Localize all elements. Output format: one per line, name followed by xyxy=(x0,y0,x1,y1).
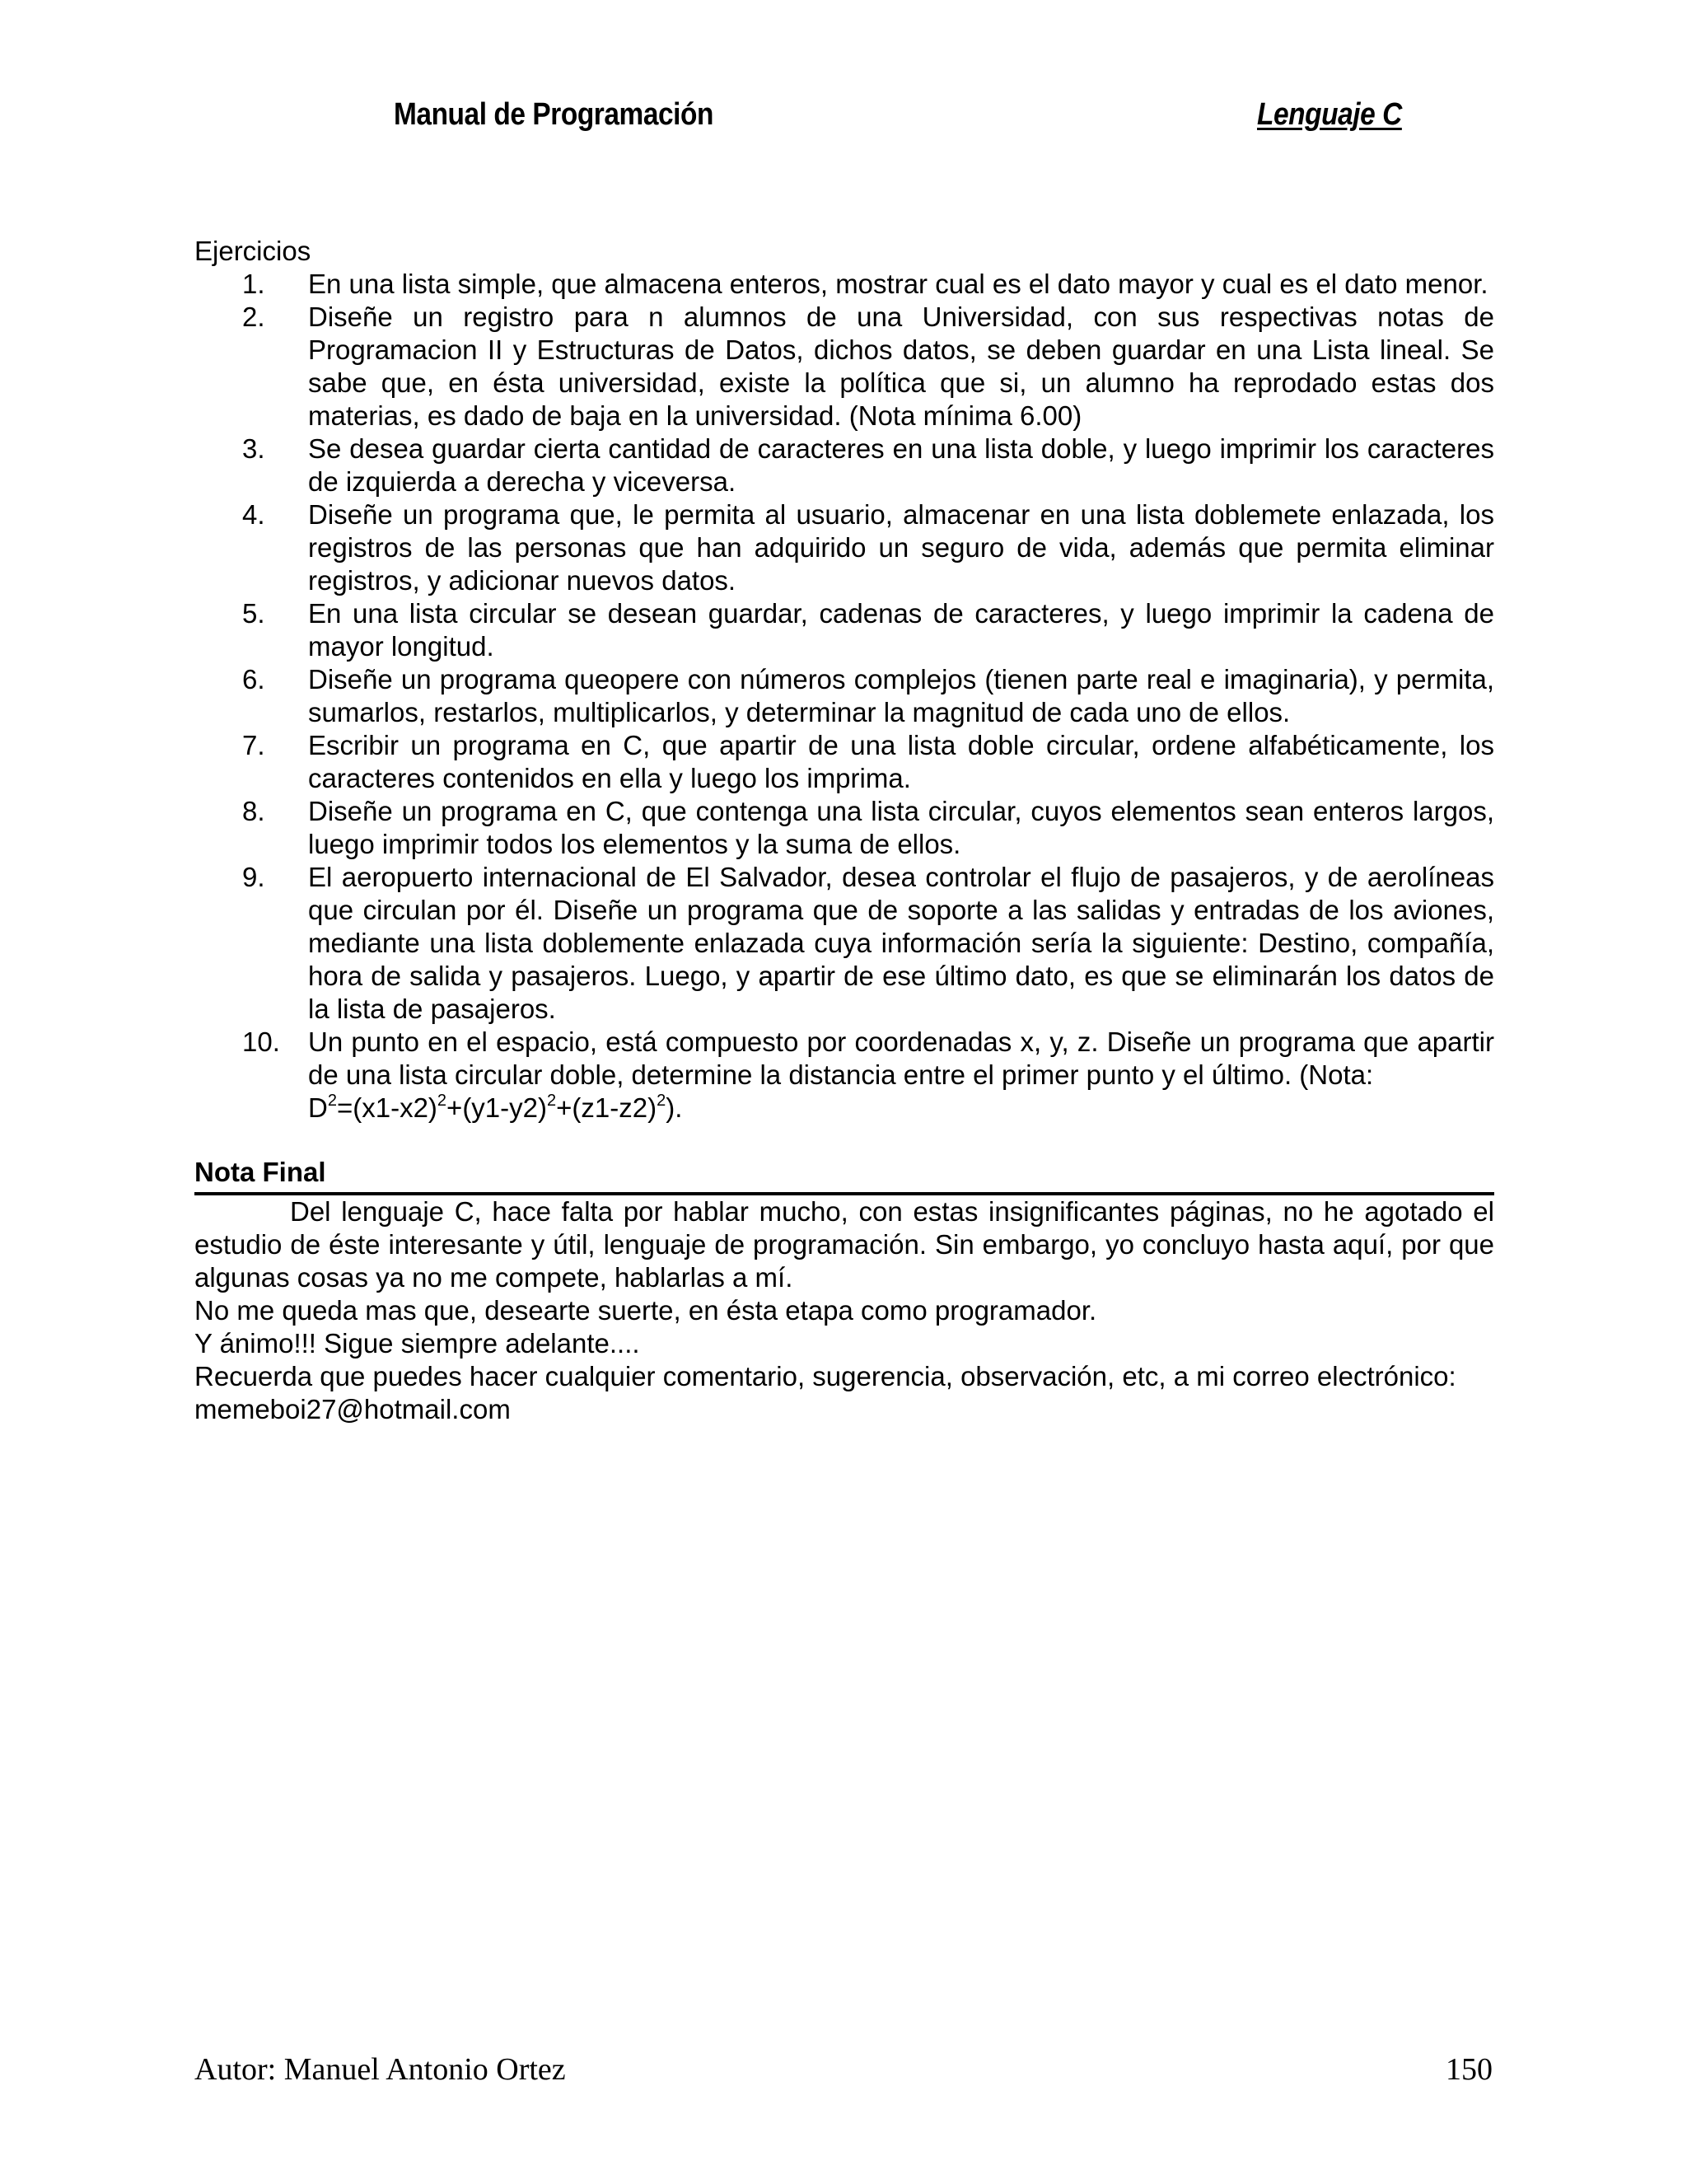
exercise-number: 3. xyxy=(242,433,265,464)
exercise-number: 1. xyxy=(242,269,265,299)
exercise-item xyxy=(194,663,1494,729)
distance-formula xyxy=(308,1092,682,1123)
author-email: memeboi27@hotmail.com xyxy=(194,1394,511,1424)
exercise-number: 10. xyxy=(242,1027,280,1057)
exercise-item xyxy=(194,861,1494,1026)
exercise-item xyxy=(194,1026,1494,1125)
exercise-item xyxy=(194,268,1494,301)
formula-exponent: 2 xyxy=(437,1092,447,1110)
header-subtitle: Lenguaje C xyxy=(1257,97,1402,132)
formula-term-x: =(x1-x2) xyxy=(336,1092,437,1123)
exercise-number: 8. xyxy=(242,796,265,826)
nota-final-line: Recuerda que puedes hacer cualquier comentario, sugerencia, observación, etc, a mi correo electrónico: xyxy=(194,1361,1456,1391)
exercise-number: 5. xyxy=(242,598,265,629)
exercise-number: 2. xyxy=(242,302,265,332)
exercise-text: Diseñe un registro para n alumnos de una Universidad, con sus respectivas notas de Programacion II y Estructuras de Datos, dichos datos, se deben guardar en una Lista lineal. Se sabe que, en ésta universidad, existe la política que si, un alumno ha reprodado estas dos materias, es dado de baja en la universidad. (Nota mínima 6.00) xyxy=(308,302,1494,431)
formula-end: ). xyxy=(666,1092,683,1123)
exercises-heading: Ejercicios xyxy=(194,236,311,266)
exercise-item xyxy=(194,433,1494,498)
exercise-number: 7. xyxy=(242,730,265,760)
exercise-text: Un punto en el espacio, está compuesto por coordenadas x, y, z. Diseñe un programa que apartir de una lista circular doble, determine la distancia entre el primer punto y el último. (Nota: xyxy=(308,1027,1494,1090)
exercise-number: 4. xyxy=(242,499,265,530)
formula-exponent: 2 xyxy=(657,1092,666,1110)
nota-final-heading: Nota Final xyxy=(194,1156,1494,1195)
exercise-item xyxy=(194,795,1494,861)
exercise-number: 9. xyxy=(242,862,265,892)
exercise-item xyxy=(194,729,1494,795)
exercise-text: Diseñe un programa que, le permita al usuario, almacenar en una lista doblemete enlazada, los registros de las personas que han adquirido un seguro de vida, además que permita eliminar registros, y adicionar nuevos datos. xyxy=(308,499,1494,596)
formula-term-y: +(y1-y2) xyxy=(446,1092,547,1123)
exercise-text: En una lista simple, que almacena enteros, mostrar cual es el dato mayor y cual es el dato menor. xyxy=(308,269,1488,299)
formula-exponent: 2 xyxy=(547,1092,557,1110)
formula-term-z: +(z1-z2) xyxy=(556,1092,657,1123)
exercise-text: Diseñe un programa queopere con números complejos (tienen parte real e imaginaria), y permita, sumarlos, restarlos, multiplicarlos, y determinar la magnitud de cada uno de ellos. xyxy=(308,664,1494,727)
footer-author: Autor: Manuel Antonio Ortez xyxy=(194,2052,566,2087)
exercise-item xyxy=(194,301,1494,433)
formula-exponent: 2 xyxy=(327,1092,337,1110)
exercise-text: En una lista circular se desean guardar, cadenas de caracteres, y luego imprimir la cadena de mayor longitud. xyxy=(308,598,1494,662)
nota-final-paragraph: Del lenguaje C, hace falta por hablar mucho, con estas insignificantes páginas, no he agotado el estudio de éste interesante y útil, lenguaje de programación. Sin embargo, yo concluyo hasta aquí, por que algunas cosas ya no me compete, hablarlas a mí. xyxy=(194,1196,1494,1293)
exercise-number: 6. xyxy=(242,664,265,694)
exercise-item xyxy=(194,498,1494,597)
exercise-text: Diseñe un programa en C, que contenga una lista circular, cuyos elementos sean enteros largos, luego imprimir todos los elementos y la suma de ellos. xyxy=(308,796,1494,859)
nota-final-line: Y ánimo!!! Sigue siempre adelante.... xyxy=(194,1328,640,1359)
exercise-text: El aeropuerto internacional de El Salvador, desea controlar el flujo de pasajeros, y de aerolíneas que circulan por él. Diseñe un programa que de soporte a las salidas y entradas de los aviones, mediante una lista doblemente enlazada cuya información sería la siguiente: Destino, compañía, hora de salida y pasajeros. Luego, y apartir de ese último dato, es que se eliminarán los datos de la lista de pasajeros. xyxy=(308,862,1494,1024)
exercise-item xyxy=(194,597,1494,663)
nota-final-line: No me queda mas que, desearte suerte, en ésta etapa como programador. xyxy=(194,1295,1097,1326)
exercise-text: Se desea guardar cierta cantidad de caracteres en una lista doble, y luego imprimir los caracteres de izquierda a derecha y viceversa. xyxy=(308,433,1494,497)
page-content xyxy=(194,235,1494,1426)
exercise-text: Escribir un programa en C, que apartir de una lista doble circular, ordene alfabéticamente, los caracteres contenidos en ella y luego los imprima. xyxy=(308,730,1494,793)
page-number: 150 xyxy=(1446,2052,1493,2087)
exercise-list xyxy=(194,268,1494,1125)
header-title: Manual de Programación xyxy=(394,97,713,132)
formula-d: D xyxy=(308,1092,328,1123)
